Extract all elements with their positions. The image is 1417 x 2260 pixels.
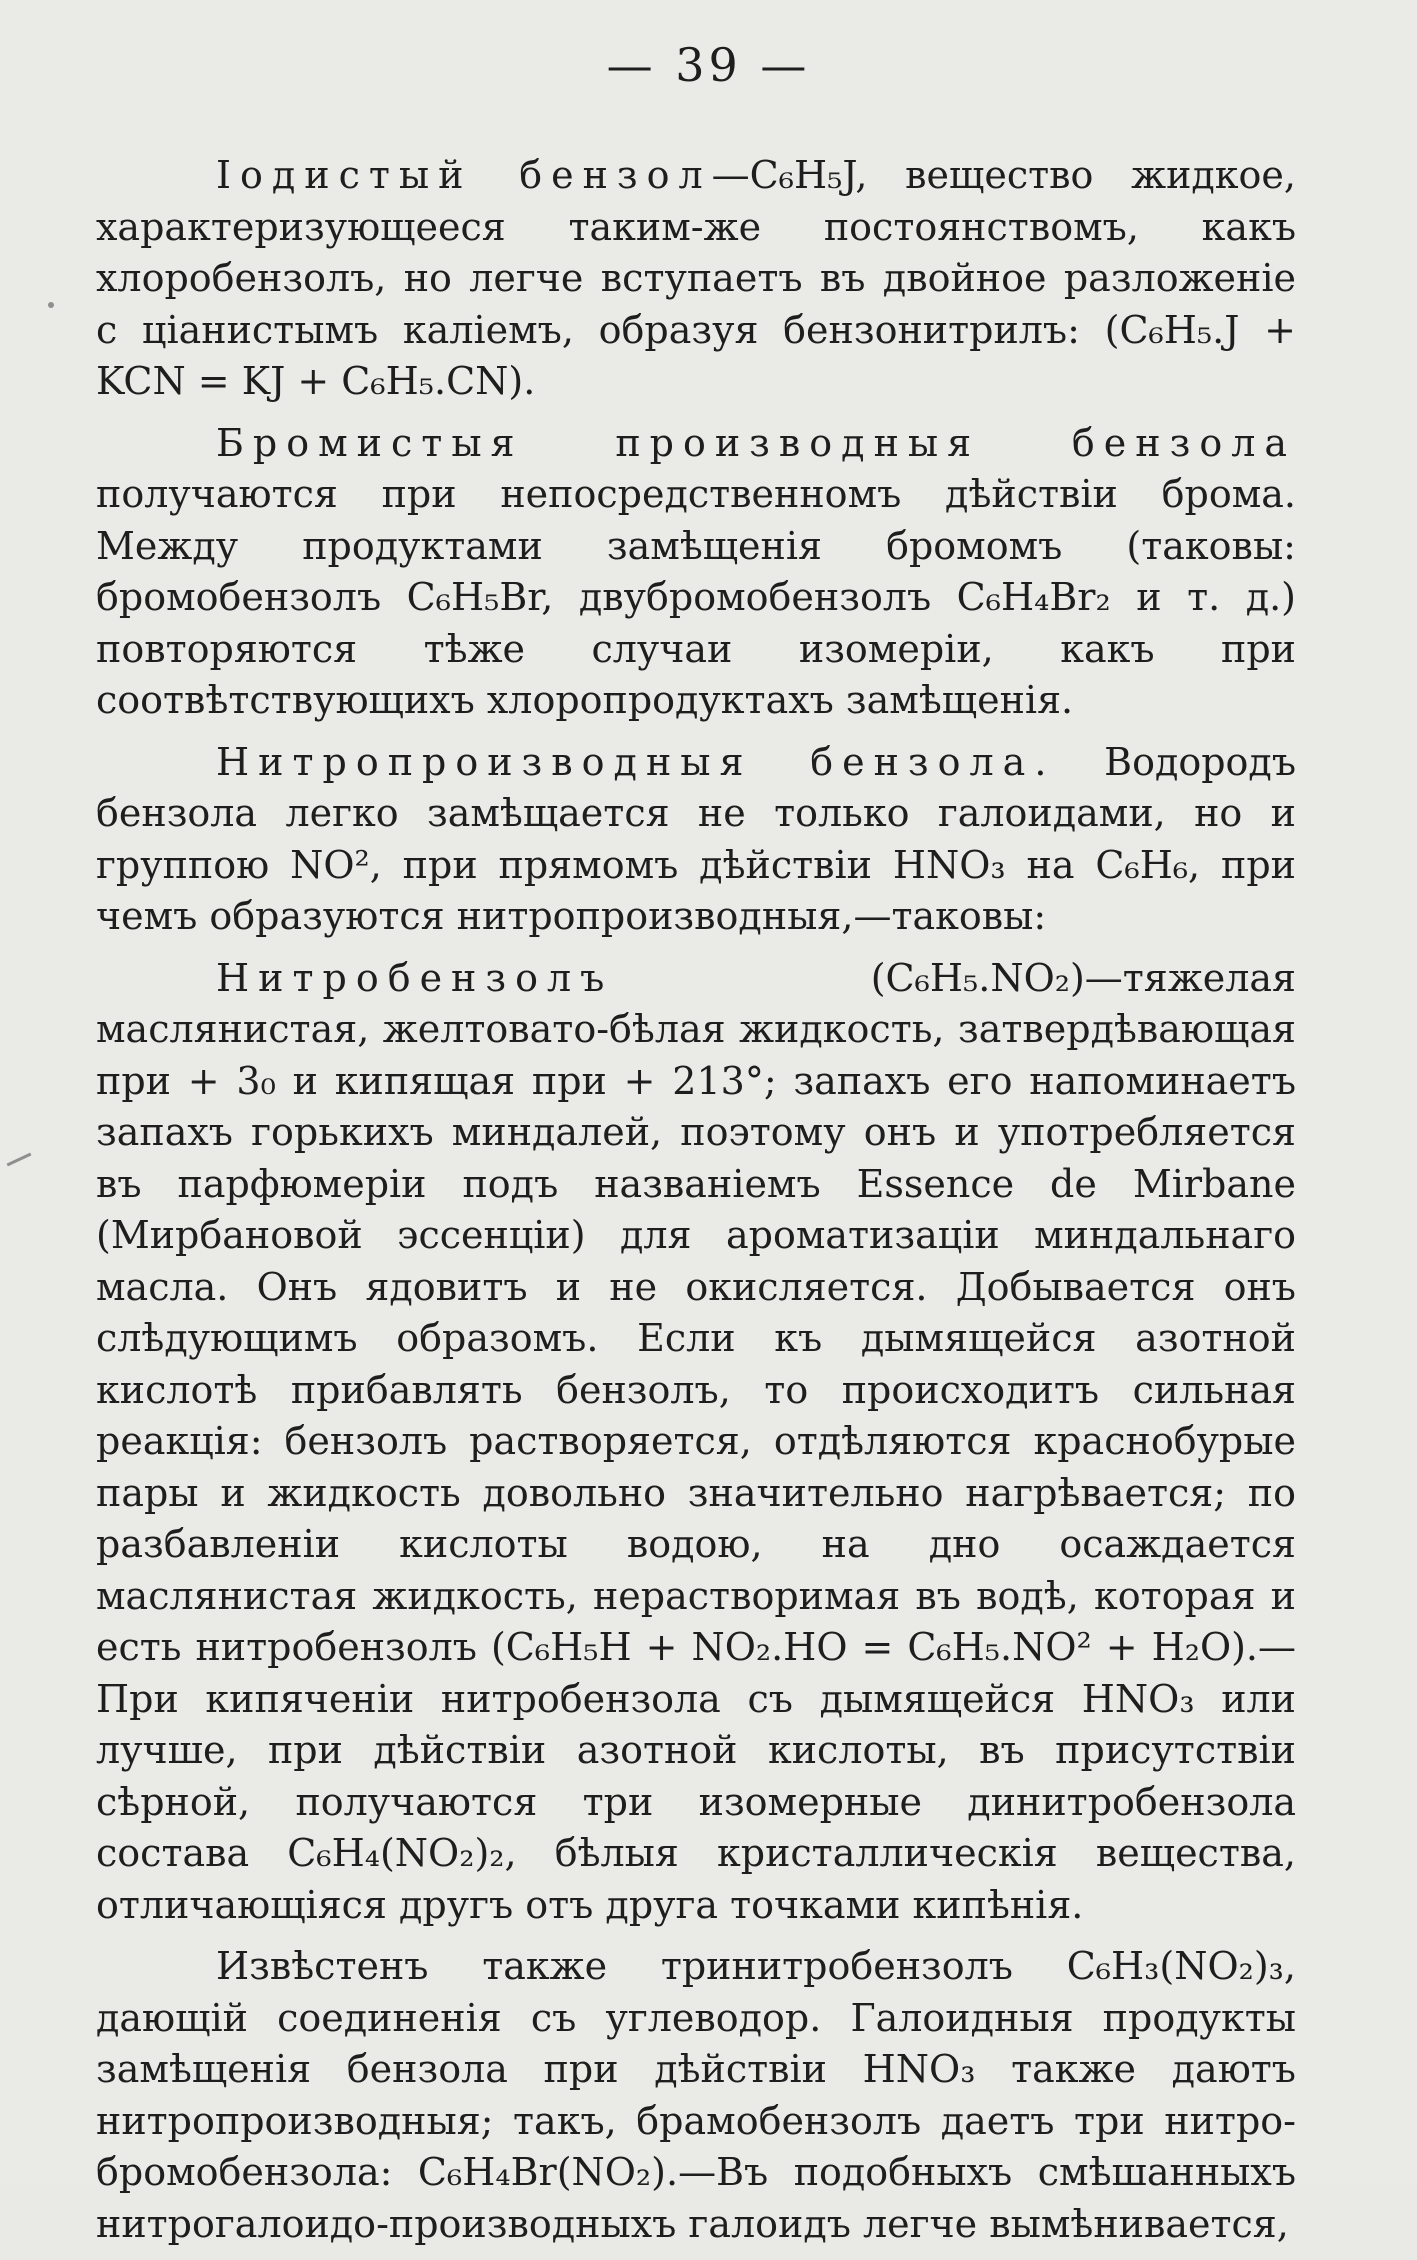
term-iodobenzene: Iодистый бензол bbox=[216, 153, 712, 197]
paragraph-nitrobenzene bbox=[96, 953, 1296, 1932]
paragraph-trinitrobenzene bbox=[96, 1941, 1296, 2250]
paragraph-iodobenzene bbox=[96, 150, 1296, 408]
paragraph-nitro-derivatives bbox=[96, 737, 1296, 943]
body-text bbox=[96, 150, 1296, 2260]
paragraph-text: получаются при непосредственномъ дѣйствiи брома. Между продуктами замѣщенiя бромомъ (таковы: бромобензолъ C₆H₅Br, двубромобензолъ C₆H₄Br₂ и т. д.) повторяются тѣже случаи изомерiи, какъ при соотвѣтствующихъ хлоропродуктахъ замѣщенiя. bbox=[96, 472, 1296, 722]
paragraph-text: Извѣстенъ также тринитробензолъ C₆H₃(NO₂)₃, дающiй соединенiя съ углеводор. Галоидныя продукты замѣщенiя бензола при дѣйствiи HNO₃ также даютъ нитропроизводныя; такъ, брамобензолъ даетъ три нитро-бромобензола: C₆H₄Br(NO₂).—Въ подобныхъ смѣшанныхъ нитрогалоидо-производныхъ галоидъ легче вымѣнивается, bbox=[96, 1944, 1296, 2246]
paragraph-text: —C₆H₅J, вещество жидкое, характеризующееся таким-же постоянствомъ, какъ хлоробензолъ, но легче вступаетъ въ двойное разложенiе с цiанистымъ калiемъ, образуя бензонитрилъ: (C₆H₅.J + KCN = KJ + C₆H₅.CN). bbox=[96, 153, 1296, 403]
page-number: — 39 — bbox=[606, 38, 811, 92]
paragraph-text: (C₆H₅.NO₂)—тяжелая маслянистая, желтовато-бѣлая жидкость, затвердѣвающая при + 3₀ и кипящая при + 213°; запахъ его напоминаетъ запахъ горькихъ миндалей, поэтому онъ и употребляется въ парфюмерiи подъ названiемъ Essence de Mirbane (Мирбановой эссенцiи) для ароматизацiи миндальнаго масла. Онъ ядовитъ и не окисляется. Добывается онъ слѣдующимъ образомъ. Если къ дымящейся азотной кислотѣ прибавлять бензолъ, то происходитъ сильная реакцiя: бензолъ растворяется, отдѣляются краснобурые пары и жидкость довольно значительно нагрѣвается; по разбавленiи кислоты водою, на дно осаждается маслянистая жидкость, нерастворимая въ водѣ, которая и есть нитробензолъ (C₆H₅H + NO₂.HO = C₆H₅.NO² + H₂O).—При кипяченiи нитробензола съ дымящейся HNO₃ или лучше, при дѣйствiи азотной кислоты, въ присутствiи сѣрной, получаются три изомерные динитробензола состава C₆H₄(NO₂)₂, бѣлыя кристаллическiя вещества, отличающiяся другъ отъ друга точками кипѣнiя. bbox=[96, 955, 1296, 1927]
paragraph-text: Водородъ бензола легко замѣщается не только галоидами, но и группою NO², при прямомъ дѣйствiи HNO₃ на C₆H₆, при чемъ образуются нитропроизводныя,—таковы: bbox=[96, 739, 1296, 938]
term-bromo-derivatives: Бромистыя производныя бензола bbox=[216, 420, 1296, 465]
term-nitro-derivatives: Нитропроизводныя бензола. bbox=[216, 739, 1056, 784]
term-nitrobenzene: Нитробензолъ bbox=[216, 955, 614, 1000]
paragraph-bromo-derivatives bbox=[96, 418, 1296, 727]
margin-dot bbox=[48, 302, 54, 308]
margin-tick bbox=[7, 1153, 32, 1167]
